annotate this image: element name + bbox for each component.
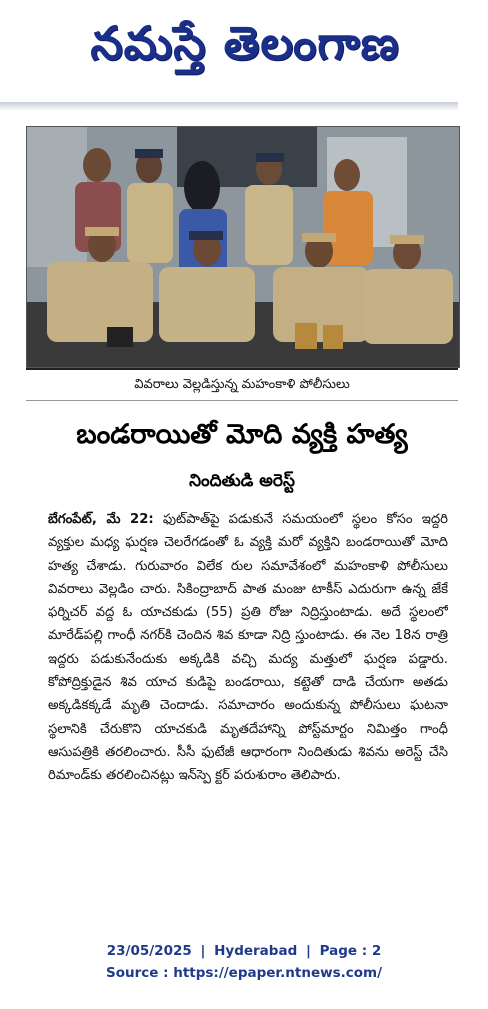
police-press-meet-image [27, 127, 459, 367]
page-footer [0, 940, 488, 1000]
article-body-text: ఫుట్‌పాత్‌పై పడుకునే సమయంలో స్థలం కోసం ఇద్దరి వ్యక్తుల మధ్య ఘర్షణ చెలరేగడంతో ఓ వ్యక్తి మరో వ్యక్తిని బండరాయితో మోది హత్య చేశాడు. గురువారం విలేక రుల సమావేశంలో మహంకాళి పోలీసులు వివరాలు వెల్లడిం చారు. సికింద్రాబాద్ పాత మంజు టాకీస్ ఎదురుగా ఉన్న జేకే ఫర్నిచర్ వద్ద ఓ యాచకుడు (55) ప్రతి రోజు నిద్రిస్తుంటాడు. అదే స్థలంలో మారేడ్‌పల్లి గాంధీ నగర్‌కి చెందిన శివ కూడా నిద్రి స్తుంటాడు. ఈ నెల 18న రాత్రి ఇద్దరు పడుకునేందుకు అక్కడికి వచ్చి మద్య మత్తులో ఘర్షణ పడ్డారు. కోపోద్రిక్తుడైన శివ యాచ కుడిపై బండరాయి, కట్టెతో దాడి చేయగా అతడు అక్కడికక్కడే మృతి చెందాడు. సమాచారం అందుకున్న పోలీసులు ఘటనా స్థలానికి చేరుకొని యాచకుడి మృతదేహాన్ని పోస్ట్‌మార్టం నిమిత్తం గాంధీ ఆసుపత్రికి తరలించారు. సీసీ ఫుటేజీ ఆధారంగా నిందితుడు శివను అరెస్ట్ చేసి రిమాండ్‌కు తరలించినట్లు ఇన్‌స్పె క్టర్ పరుశురాం తెలిపారు. [48, 512, 448, 784]
footer-meta [0, 940, 488, 962]
footer-source [0, 962, 488, 984]
masthead [0, 0, 488, 96]
footer-source-label: Source : [105, 965, 174, 981]
photo-caption: వివరాలు వెల్లడిస్తున్న మహంకాళి పోలీసులు [26, 368, 458, 401]
footer-separator: | [200, 943, 206, 959]
article-headline: బండరాయితో మోది వ్యక్తి హత్య [76, 419, 408, 450]
footer-page: Page : 2 [319, 943, 382, 959]
footer-date: 23/05/2025 [106, 943, 192, 959]
footer-separator: | [305, 943, 311, 959]
masthead-divider [0, 102, 458, 111]
footer-city: Hyderabad [214, 943, 298, 959]
article-body [48, 508, 448, 928]
article-dateline: బేగంపేట్, మే 22: [48, 512, 154, 527]
newspaper-logo: నమస్తే తెలంగాణ [90, 16, 400, 70]
footer-source-link[interactable]: https://epaper.ntnews.com/ [173, 965, 383, 981]
article-subheadline: నిందితుడి అరెస్ట్ [189, 471, 295, 491]
news-photo [26, 126, 460, 368]
